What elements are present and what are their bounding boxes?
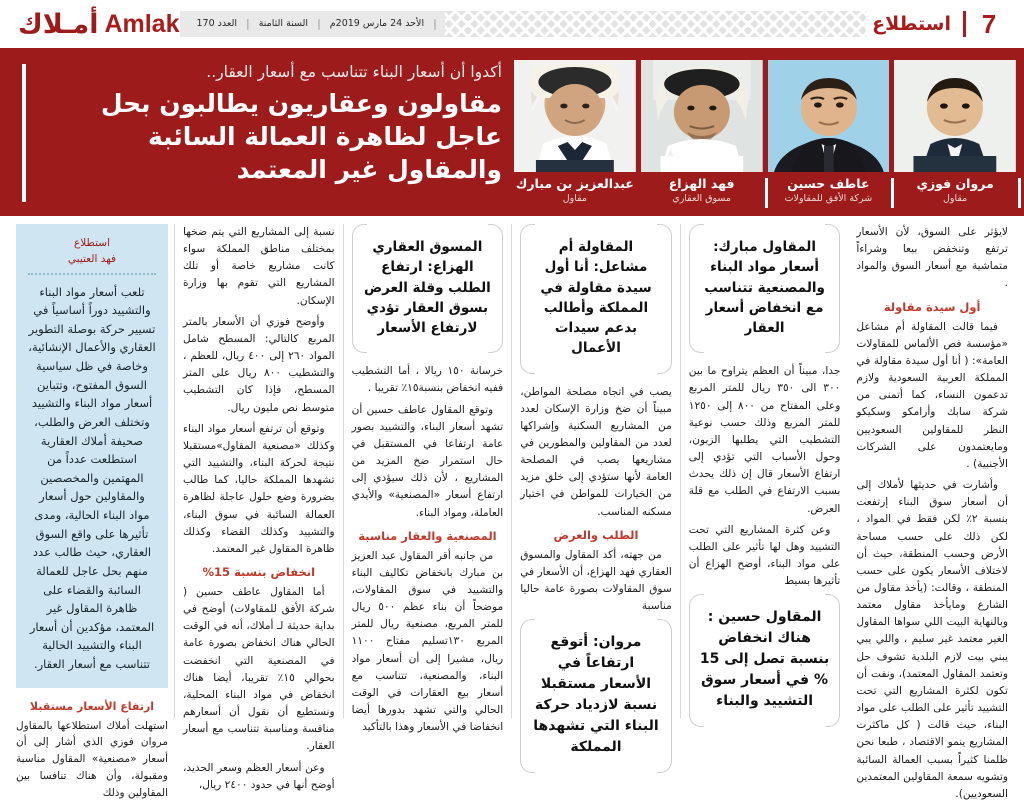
masthead (0, 0, 1024, 48)
pullquote-box (689, 224, 841, 353)
byline-dotted-rule (28, 273, 156, 275)
page-number: 7 (981, 8, 997, 39)
byline-section: استطلاع (73, 237, 111, 249)
paragraph: وتوقع المقاول عاطف حسين أن تشهد أسعار البناء، والتشييد بصور عامة ارتفاعا في المستقبل في حال استمرار ضخ المزيد من المشاريع ، لأن ذلك سيؤدي إلى ارتفاع أسعار «المصنعية» والأيدي العاملة، ومواد البناء. (351, 403, 504, 519)
logo-latin-text: Amlak (104, 9, 180, 38)
article-column-5 (848, 224, 1016, 800)
pullquote-box (689, 594, 841, 727)
text-columns (174, 224, 1016, 800)
subheading: انخفاض بنسبة 15% (202, 564, 316, 579)
paragraph: جدا، مبيناً أن العظم يتراوح ما بين ٣٠٠ الى ٣٥٠ ريال للمتر المربع وعلى المفتاح من ٨٠٠ إلى ١٢٥٠ للمتر المربع وذلك حسب نوعية التشطيب التي يطلبها الزبون، وحول الأسباب التي تؤدي إلى ارتفاع الأسعار قال إن ذلك يحدث بسبب الارتفاع في الطلب مع قلة العرض. (688, 365, 841, 515)
person-name: مروان فوزي (916, 176, 994, 191)
article-column-4 (680, 224, 849, 718)
hero-headline: مقاولون وعقاريون يطالبون بحل عاجل لظاهرة العمالة السائبة والمقاول غير المعتمد (100, 88, 502, 184)
sidebar-intro-column (8, 224, 174, 799)
paragraph: وعن أسعار العظم وسعر الحديد، أوضح أنها في حدود ٢٤٠٠ ريال، (183, 761, 335, 791)
person-caption (514, 176, 636, 205)
publication-date: الأحد 24 مارس 2019م (329, 18, 425, 29)
person-role: مسوق العقاري (672, 192, 731, 204)
portrait-photo (894, 60, 1016, 172)
hero-banner (0, 52, 1024, 216)
pullquote-text: المقاول مبارك: أسعار مواد البناء والمصنعية تتناسب مع انخفاض أسعار العقار (704, 239, 825, 336)
sidebar-subheading: ارتفاع الأسعار مستقبلا (29, 699, 155, 713)
article-body (0, 216, 1024, 800)
paragraph: نسبة إلى المشاريع التي يتم ضخها بمختلف مناطق المملكة سواء كانت مشاريع خاصة أو تلك المشاريع التي تقوم بها وزارة الإسكان. (183, 226, 335, 307)
decorative-pattern-strip (445, 11, 866, 37)
subheading: أول سيدة مقاولة (883, 299, 981, 314)
subheading: المصنعية والعقار مناسبة (358, 528, 497, 543)
paragraph: من جانبه أقر المقاول عبد العزيز بن مبارك بانخفاض تكاليف البناء والتشييد في سوق المقاولات، موضحاً أن بناء عظم ٥٠٠ ريال للمتر المربع، مصنعية ريال للمتر المربع ١٣٠تسليم مفتاح ١١٠٠ ريال، مشيرا إلى أن أسعار مواد البناء، والمصنعية، تتناسب مع أسعار بيع العقارات في الوقت الحالي والتي تشهد بدورها أيضا انخفاضا في الأسعار وهذا بالتأكيد (351, 549, 504, 734)
paragraph: وأوضح فوزي أن الأسعار بالمتر المربع كالتالي: المسطح شامل المواد ٢٦٠ إلى ٤٠٠ ريال، للعظم ، والتشطيب ٨٠٠ ريال على المتر المسطح، فإذا كان التشطيب متوسط نص مليون ريال. (183, 315, 335, 414)
hero-headline-block (8, 58, 508, 210)
paragraph: أما المقاول عاطف حسين ( شركة الأفق للمقاولات) أوضح في بداية حديثة لـ أملاك، أنه في الوقت الحالي هناك انخفاض بصورة عامة في المصنعية التي انخفضت بحوالي ١٥٪ تقريبا، أيضا هناك انخفاض في مواد البناء المحلية، ونستطيع أن نقول أن أسعارهم منافسة ومناسبة تتناسب مع أسعار العقار. (183, 585, 335, 753)
person-name: عبدالعزيز بن مبارك (515, 176, 634, 191)
pullquote-text: المقاول حسين : هناك انخفاض بنسبة تصل إلى 15 % في أسعار سوق التشييد والبناء (699, 609, 830, 710)
pullquote-box (520, 619, 672, 773)
person-card (514, 60, 636, 205)
person-role: مقاول (942, 192, 968, 204)
article-column-1 (174, 224, 343, 791)
intro-paragraph: تلعب أسعار مواد البناء والتشييد دوراً أساسياً في تسيير حركة بوصلة التطوير العقاري والأعمال الإنشائية، وخاصة في ظل سياسية السوق المفتوح، وتتباين أسعار مواد البناء والتشييد وتختلف العرض والطلب، صحيفة أملاك العقارية استطلعت عدداً من المهتمين والمخصصين والمقاولين حول أسعار مواد البناء الحالية، ومدى تأثيرها على واقع السوق العقاري، حيث طالب عدد منهم بحل عاجل للعمالة السائبة والقضاء على ظاهرة المقاول غير المعتمد، مؤكدين أن أسعار البناء والتشييد الحالية تتناسب مع أسعار العقار. (28, 284, 156, 671)
publication-logo[interactable] (10, 8, 180, 40)
byline (28, 236, 156, 268)
section-indicator (866, 9, 1014, 40)
paragraph: لايؤثر على السوق، لأن الأسعار ترتفع وتنخفض بيعا وشراءاً متماشية مع أسعار السوق والمواد . (856, 226, 1008, 290)
portrait-photo (641, 60, 763, 172)
issue-number: العدد 170 (196, 18, 237, 29)
section-divider-bar (963, 11, 966, 37)
person-card (768, 60, 890, 205)
person-name: فهد الهزاع (668, 176, 735, 191)
section-label: استطلاع (872, 13, 951, 35)
pullquote-box (352, 224, 504, 353)
logo-arabic-text: أمـلاك (18, 8, 99, 40)
subheading: الطلب والعرض (553, 527, 639, 542)
meta-separator-2: | (317, 17, 321, 30)
intro-highlight-box (16, 224, 168, 688)
meta-separator-1: | (246, 17, 250, 30)
pullquote-text: مروان: أتوقع ارتفاعاً في الأسعار مستقبلا نسبة لازدياد حركة البناء التي تشهدها المملكة (533, 634, 659, 756)
caption-divider (1018, 178, 1021, 208)
paragraph: فيما قالت المقاولة أم مشاعل «مؤسسة فص الألماس للمقاولات العامة»: ( أنا أول سيدة مقاولة في المملكة العربية السعودية ولازم تدعمون النساء، كما أتمنى من شركة سابك وأرامكو وسكيكو النظر للمقاولين السعوديين ومايعتمدون على الشركات الأجنبية) . (856, 320, 1008, 470)
publication-year: السنة الثامنة (258, 18, 309, 29)
issue-metadata-bar (180, 11, 445, 37)
portrait-photo (514, 60, 636, 172)
person-name: عاطف حسين (787, 176, 870, 191)
pullquote-text: المقاولة أم مشاعل: أنا أول سيدة مقاولة في المملكة وأطالب بدعم سيدات الأعمال (540, 239, 652, 357)
paragraph: وتوقع أن ترتفع أسعار مواد البناء وكذلك «مصنعية المقاول»مستقبلا نتيجة لحركة البناء، والتشييد التي تشهدها المملكة حاليا، كما طالب بضرورة وضع حلول عاجلة لظاهرة العمالة السائبة في سوق البناء، والتشييد وكذلك القضاء وكذلك ظاهرة المقاول غير المعتمد. (183, 422, 335, 555)
portrait-photo (768, 60, 890, 172)
paragraph: وأشارت في حديثها لأملاك إلى أن أسعار سوق البناء إرتفعت بنسبة ٢٪ لكن فقط في المواد ، لكن ذلك على حسب مساحة الأرض وحسب المنطقة، حيث أن لاختلاف الأسعار يكون على حسب المنطقة ، وقالت: (يأخذ مقاول من الشارع ومايأخذ مقاول معتمد وبالنهاية البيت اللي سواها المقاول الغير معتمد غير سليم ، واللي يبي يبني بيت لازم البلدية تشوف حل وتعتمد المقاول المعتمد)، ونفت أن تكون لكثرة المشاريع التي تحت التشييد تأثير على الطلب على مواد البناء، حيث قالت ( كل ماكثرت المشاريع ينمو الاقتصاد ، طبعا نحن ظلمنا كثيراً بسبب العمالة السائبة وتشويه سمعة المقاولين المعتمدين السعوديين). (856, 479, 1008, 800)
sidebar-paragraph: استهلت أملاك استطلاعها بالمقاول مروان فوزي الذي أشار إلى أن أسعار «مصنعية» المقاول مناسبة ومقبولة، وأن هناك تنافسا بين المقاولين وذلك (16, 719, 168, 799)
portrait-strip (514, 58, 1016, 210)
article-column-3 (511, 224, 680, 756)
pullquote-text: المسوق العقاري الهزاع: ارتفاع الطلب وقلة العرض بسوق العقار تؤدي لارتفاع الأسعار (363, 239, 491, 336)
person-caption (641, 176, 763, 205)
person-role: شركة الأفق للمقاولات (784, 192, 873, 204)
person-caption (894, 176, 1016, 205)
paragraph: خرسانة ١٥٠ ريالا ، أما التشطيب ففيه انخفاض بنسبة١٥٪ تقريبا . (351, 365, 504, 395)
person-card (894, 60, 1016, 205)
article-column-2 (343, 224, 512, 734)
paragraph: وعن كثرة المشاريع التي تحت التشييد وهل لها تأثير على الطلب على مواد البناء، أوضح الهزاع أن تأثيرها بسيط (688, 523, 841, 588)
pullquote-box (520, 224, 672, 374)
person-card (641, 60, 763, 205)
paragraph: من جهته، أكد المقاول والمسوق العقاري فهد الهزاع، أن الأسعار في سوق المقاولات بصورة عامة حاليا مناسبة (520, 548, 672, 613)
meta-separator-3: | (433, 17, 437, 30)
hero-kicker: أكدوا أن أسعار البناء تتناسب مع أسعار العقار.. (206, 63, 502, 81)
headline-accent-bar (22, 64, 26, 202)
byline-author: فهد العتيبي (67, 252, 117, 265)
person-caption (768, 176, 890, 205)
paragraph: يصب في اتجاه مصلحة المواطن، مبيناً أن ضخ وزارة الإسكان لعدد من المشاريع السكنية وإشراكها لعدد من المقاولين والمطورين في مشاريعها يصب في المصلحة العامة لأنها ستؤدي إلى خلق مزيد من الخيارات للمواطن في اختيار مسكنه المناسب. (520, 385, 672, 518)
person-role: مقاول (562, 192, 588, 204)
